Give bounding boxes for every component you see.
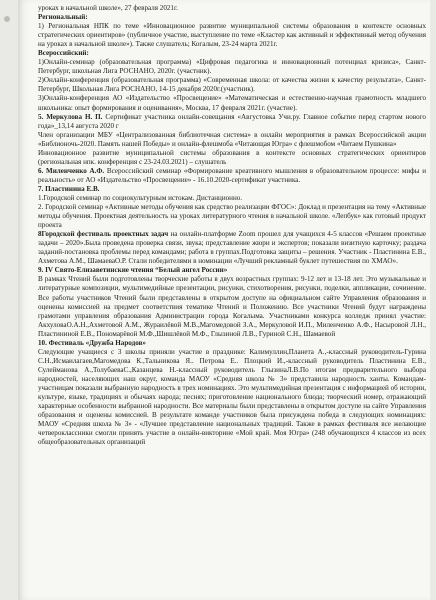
- paragraph-text: Сертификат участника онлайн-совещания «Августовка Учи.ру. Главное событие перед стартом нового года»_13,14 августа 2020 г: [38, 112, 426, 130]
- paragraph: [38, 113, 426, 131]
- text-line: уроках в начальной школе», 27 февраля 2021г.: [38, 4, 178, 12]
- paragraph: В рамках Чтений были подготовлены творческие работы в двух возрастных группах: 9-12 лет и 13-18 лет. Это музыкальные и литературные композиции, мультимедийные презентации, рисунки, стихотворения, рисунки, поделки, аппликации, сочинение. Все работы участников Чтений были представлены в открытом доступе на официальном сайте Управления образования и оценены комиссией на предмет соответствия тематике Чтений и Положению. Все участники Чтений будут награждены грамотами управления образования Администрации города Когалыма. Участниками конкурса колледж принял участие: АкхуловаО.А.Н.,Ахметовой А.М., Жураилёвой М.В.,Магомедовой З.А., Меркуловой И.П., Миленченко А.Ф., Насыровой Л.Н., Пластининой Е.В., Пономарёвой М.Ф.,Шишлёвой М.Ф., Глызиной Л.В., Гуриной С.Н., Шамаевой: [38, 275, 426, 338]
- lead-phrase: 5. Меркулова Н. П.: [38, 112, 103, 121]
- paragraph: [38, 230, 426, 266]
- paragraph-text: на онлайн-платформе Zoom прошел для учащихся 4-5 классов «Решаем проектные задачи – 2020».Была проведена проверка связи, звука; представление жюри и экспертов; показали визитную карточку; раздача заданий-постановка проблемы перед командами; работа в группах.Подготовка защиты – решения. Участник - Пластинина Е.В., Ахметова А.М., ШамаеваО.Р. Стали победителями в номинации «Лучший рекламный буклет путешествия по ХМАО».: [38, 230, 426, 266]
- paragraph: Следующие учащиеся с 3 школы приняли участие в празднике: Калимуллин,Планета А.,-классный руководитель-Гурина С.Н.,Исмаилагаев,Магомедова К.,Тальникова Я.. Петрова Е.. Плоцкий И.,-классный руководитель Пластинина Е.В., Сулейманова А.,ТолубаеваС.,Казанцева Н.-классный руководитель ГлызинаЛ.В.По итогам предварительного выбора народностей, населяющих наш округ, команда МАОУ «Средняя школа № 3» представила народность ханты. Командам-участницам показали выбранную народность в трех номинациях. Это мультимедийная презентация с информацией об истории, культуре, языке, традициях и обычаях народа; песнях; приготовление национального блюда; творческий номер, отражающий характерные особенности выбранной народности. Все материалы были представлены в открытом доступе на сайте Управления образования и оценены комиссией. В результате команде участников была присуждена победа в следующих номинациях: МАОУ «Средняя школа № 3» - «Лучшее представление национальных традиций. Также в рамках фестиваля все желающие четвероклассники смогли принять участие в онлайн-викторине «Мой край. Моя Югра» (248 обучающихся 4 классов из всех общеобразовательных организаций: [38, 347, 426, 447]
- paragraph: Инновационное развитие муниципальной системы образования в контексте основных стратегических ориентиров (региональная нпк. конференция с 23-24.03.2021) – слушатель: [38, 148, 426, 166]
- section-heading: Всероссийский:: [38, 49, 89, 58]
- lead-phrase: 6. Миленченко А.Ф.: [38, 166, 105, 175]
- punch-hole: [4, 16, 10, 22]
- paragraph-text: Всероссийский семинар «Формирование креативного мышления в образовательном процессе: мифы и реальность» от АО «Издательство «Просвещение» - 16.10.2020-сертификат участника.: [38, 166, 426, 184]
- section-heading: 10. Фестиваль «Дружба Народов»: [38, 338, 146, 347]
- paragraph: 3)Онлайн-конференция АО «Издательство «Просвещение» «Математическая и естественно-научная грамотность младшего школьника: опыт формирования и оценивания», Москва, 17 февраля 2021г. (участие).: [38, 94, 426, 112]
- document-page: [18, 0, 430, 600]
- paragraph: 1)Онлайн-семинар (образовательная программа) «Цифровая педагогика и инновационный потенциал кризиса», Санкт-Петербург, школьная Лига РОСНАНО, 2020г. (участник).: [38, 58, 426, 76]
- section-heading: 9. IV Свято-Елизаветинские чтения “Белый ангел России»: [38, 266, 228, 275]
- paragraph: 1) Региональная НПК по теме «Инновационное развитие муниципальной системы образования в контексте основных стратегических ориентиров» (публичное участие, выступление по теме «Кластер как активный и эффективный метод обучения на уроках в начальной школе»). Также слушатель; Когалым, 23-24 марта 2021г.: [38, 22, 426, 49]
- paragraph: Член организации МБУ «Централизованная библиотечная система» в онлайн мероприятия в рамках Всероссийской акции «Библионочь-2020. Память нашей Победы» и онлайн-флешмоба «Читающая Югра» с флешмобом «Читаем Пушкина»: [38, 130, 426, 148]
- section-heading: Региональный:: [38, 13, 88, 22]
- section-heading: 7. Пластинина Е.В.: [38, 184, 100, 193]
- paragraph: 2. Городской семинар «Активные методы обучения как средство реализации ФГОС»: Доклад и презентация на тему «Активные методы обучения. Проектная деятельность на уроках литературного чтения в начальной школе. «Лепбук» как готовый продукт проекта: [38, 203, 426, 230]
- document-body: [38, 4, 426, 447]
- paragraph: 2)Онлайн-конференция (образовательная программа) «Современная школа: от качества жизни к качеству результата», Санкт-Петербург, Школьная Лига РОСНАНО, 14-15 декабря 2020г.(участник).: [38, 76, 426, 94]
- lead-phrase: 8Городской фестиваль проектных задач: [38, 230, 169, 239]
- paragraph: 1.Городской семинар по социокультурным истокам. Дистанционно.: [38, 193, 243, 202]
- paragraph: [38, 167, 426, 185]
